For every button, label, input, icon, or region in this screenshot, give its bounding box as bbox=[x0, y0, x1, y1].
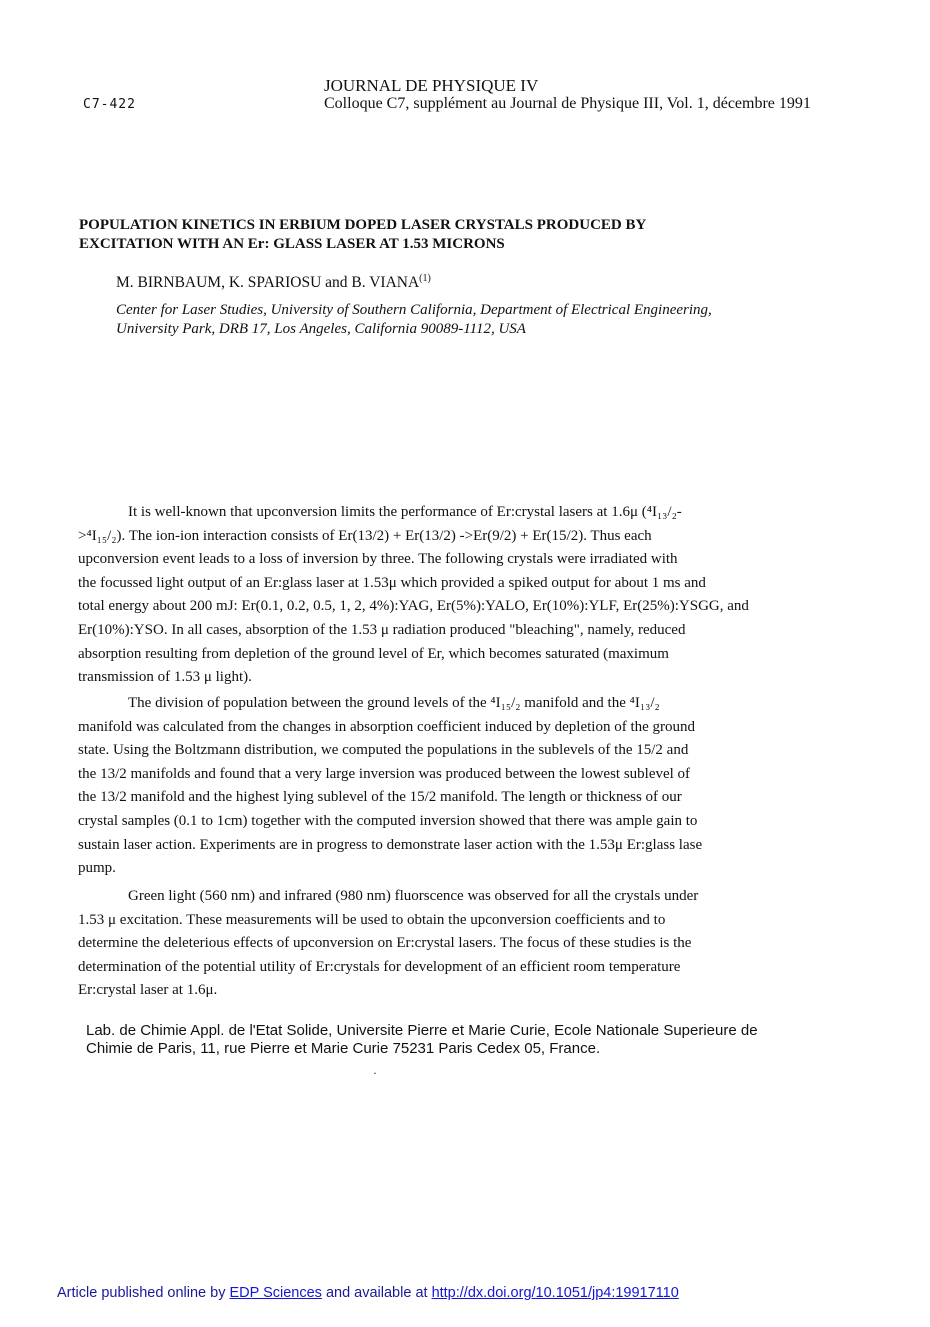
paragraph-line: state. Using the Boltzmann distribution, we computed the populations in the sublevels of the 15/2 and bbox=[78, 742, 689, 759]
paragraph-line: pump. bbox=[78, 860, 116, 877]
page-code: C7-422 bbox=[83, 97, 136, 112]
paragraph-line: the 13/2 manifold and the highest lying sublevel of the 15/2 manifold. The length or thickness of our bbox=[78, 789, 682, 806]
paragraph-line: It is well-known that upconversion limits the performance of Er:crystal lasers at 1.6μ (⁴I₁₃/₂- bbox=[128, 504, 682, 520]
paragraph-line: 1.53 μ excitation. These measurements will be used to obtain the upconversion coefficients and to bbox=[78, 911, 666, 928]
paragraph-line: Green light (560 nm) and infrared (980 nm) fluorscence was observed for all the crystals under bbox=[128, 888, 699, 904]
paragraph-line: >⁴I₁₅/₂). The ion-ion interaction consists of Er(13/2) + Er(13/2) ->Er(9/2) + Er(15/2). Thus each bbox=[78, 527, 652, 544]
scan-speck: · bbox=[373, 1066, 377, 1080]
paragraph-line: upconversion event leads to a loss of inversion by three. The following crystals were irradiated with bbox=[78, 551, 678, 568]
paragraph-line: manifold was calculated from the changes in absorption coefficient induced by depletion of the ground bbox=[78, 718, 696, 735]
footer-middle: and available at bbox=[325, 1285, 428, 1301]
paragraph-line: total energy about 200 mJ: Er(0.1, 0.2, 0.5, 1, 2, 4%):YAG, Er(5%):YALO, Er(10%):YLF, Er(25%):YSGG, and bbox=[78, 598, 749, 615]
paragraph-3 bbox=[78, 885, 698, 1003]
paragraph-line: Er:crystal laser at 1.6μ. bbox=[78, 982, 218, 999]
doi-link[interactable]: http://dx.doi.org/10.1051/jp4:19917110 bbox=[431, 1285, 679, 1301]
paragraph-line: the 13/2 manifolds and found that a very large inversion was produced between the lowest sublevel of bbox=[78, 765, 691, 782]
affiliation-line-1: Center for Laser Studies, University of Southern California, Department of Electrical Engineering, bbox=[116, 302, 712, 318]
paragraph-2 bbox=[78, 692, 702, 881]
journal-colloque: Colloque C7, supplément au Journal de Physique III, Vol. 1, décembre 1991 bbox=[324, 95, 811, 112]
publisher-link[interactable]: EDP Sciences bbox=[229, 1285, 322, 1301]
publication-footer bbox=[57, 1285, 679, 1301]
author-footnote-mark: (1) bbox=[419, 272, 431, 284]
author-names: M. BIRNBAUM, K. SPARIOSU and B. VIANA bbox=[116, 274, 420, 291]
authors bbox=[116, 274, 431, 292]
affiliation bbox=[116, 301, 712, 339]
journal-name: JOURNAL DE PHYSIQUE IV bbox=[324, 76, 539, 95]
paragraph-line: Er(10%):YSO. In all cases, absorption of the 1.53 μ radiation produced "bleaching", namely, reduced bbox=[78, 621, 686, 638]
paragraph-line: transmission of 1.53 μ light). bbox=[78, 669, 252, 686]
paragraph-1 bbox=[78, 501, 749, 690]
affiliation-line-2: University Park, DRB 17, Los Angeles, California 90089-1112, USA bbox=[116, 321, 526, 337]
paragraph-line: The division of population between the ground levels of the ⁴I₁₅/₂ manifold and the ⁴I₁₃/₂ bbox=[128, 695, 660, 711]
footnote-line-1: Lab. de Chimie Appl. de l'Etat Solide, Universite Pierre et Marie Curie, Ecole Nationale Superieure de bbox=[86, 1022, 758, 1039]
paragraph-line: determine the deleterious effects of upconversion on Er:crystal lasers. The focus of these studies is the bbox=[78, 935, 692, 952]
paragraph-line: the focussed light output of an Er:glass laser at 1.53μ which provided a spiked output for about 1 ms and bbox=[78, 574, 706, 591]
paragraph-line: determination of the potential utility of Er:crystals for development of an efficient room temperature bbox=[78, 958, 681, 975]
footnote-line-2: Chimie de Paris, 11, rue Pierre et Marie Curie 75231 Paris Cedex 05, France. bbox=[86, 1040, 601, 1057]
paper-title bbox=[79, 216, 646, 254]
paragraph-line: crystal samples (0.1 to 1cm) together with the computed inversion showed that there was ample gain to bbox=[78, 812, 698, 829]
footer-prefix: Article published online by bbox=[57, 1285, 226, 1301]
title-line-2: EXCITATION WITH AN Er: GLASS LASER AT 1.53 MICRONS bbox=[79, 236, 505, 252]
paragraph-line: sustain laser action. Experiments are in progress to demonstrate laser action with the 1.53μ Er:glass lase bbox=[78, 836, 703, 853]
affiliation-footnote bbox=[86, 1022, 758, 1058]
paragraph-line: absorption resulting from depletion of the ground level of Er, which becomes saturated (maximum bbox=[78, 645, 669, 662]
title-line-1: POPULATION KINETICS IN ERBIUM DOPED LASER CRYSTALS PRODUCED BY bbox=[79, 217, 647, 233]
